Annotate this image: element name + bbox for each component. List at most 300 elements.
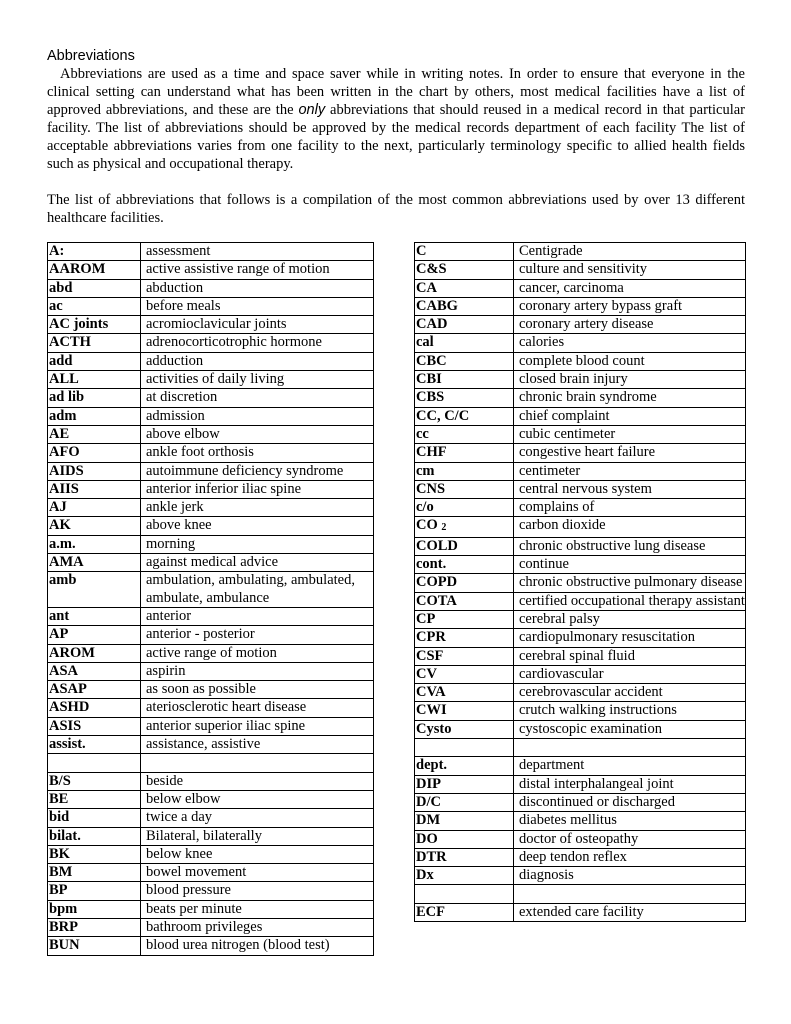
definition-cell: chronic brain syndrome [514,389,746,407]
definition-cell: chief complaint [514,407,746,425]
definition-cell: congestive heart failure [514,444,746,462]
table-row [48,297,374,315]
table-row [415,517,746,537]
table-row [415,793,746,811]
abbreviation-cell [415,848,514,866]
abbreviation-cell [415,610,514,628]
abbreviation-text: AMA [49,554,84,571]
abbreviation-text: ASAP [49,681,87,698]
abbreviation-text: bilat. [49,827,81,844]
table-row [48,425,374,443]
abbreviation-cell [415,885,514,903]
table-row [415,316,746,334]
abbreviation-cell [48,352,141,370]
abbreviation-text: AP [49,626,69,643]
table-row [48,444,374,462]
intro-emphasis: only [298,102,326,118]
table-row [48,918,374,936]
abbreviation-text: BM [49,864,73,881]
table-row [48,572,374,608]
abbreviation-text: ad lib [49,389,85,406]
definition-cell: autoimmune deficiency syndrome [141,462,374,480]
abbreviation-text: AE [49,425,70,442]
abbreviation-text: assist. [49,736,86,753]
abbreviation-cell [48,279,141,297]
abbreviation-cell [415,757,514,775]
definition-cell: before meals [141,297,374,315]
abbreviation-text: D/C [416,793,441,810]
abbreviation-text: AJ [49,499,67,516]
abbreviation-cell [48,864,141,882]
table-row [48,607,374,625]
abbreviation-text: AROM [49,644,95,661]
table-row [48,900,374,918]
table-row [48,827,374,845]
definition-cell: deep tendon reflex [514,848,746,866]
abbreviation-text: CBS [416,389,445,406]
definition-cell: crutch walking instructions [514,702,746,720]
definition-cell: diabetes mellitus [514,812,746,830]
abbreviation-cell [48,389,141,407]
abbreviation-cell [415,279,514,297]
abbreviation-text: COTA [416,592,457,609]
abbreviation-cell [48,699,141,717]
table-row [415,684,746,702]
abbreviation-cell [48,809,141,827]
table-row [48,790,374,808]
abbreviation-cell [48,535,141,553]
definition-cell [141,754,374,772]
abbreviation-cell [415,684,514,702]
abbreviation-text: C&S [416,261,447,278]
definition-cell: complete blood count [514,352,746,370]
table-row [415,757,746,775]
abbreviation-text: cal [416,334,434,351]
definition-cell: acromioclavicular joints [141,316,374,334]
abbreviation-cell [48,626,141,644]
abbreviation-text: cm [416,462,435,479]
abbreviation-text: BP [49,882,68,899]
definition-cell: cerebrovascular accident [514,684,746,702]
table-row [415,739,746,757]
definition-cell: cerebral palsy [514,610,746,628]
table-row [48,462,374,480]
abbreviation-cell [48,462,141,480]
definition-cell: abduction [141,279,374,297]
definition-cell: beside [141,772,374,790]
abbreviation-cell [415,793,514,811]
abbreviation-text: dept. [416,757,448,774]
abbreviation-text: CWI [416,702,447,719]
table-row [415,537,746,555]
intro-text-1: Abbreviations are used as a time and space saver while in writing notes. In order to ensure that everyone in the clinical setting can understand what has been written in the chart by others, most medical facilities have a list of approved abbreviations, and these are the [47,66,745,118]
definition-cell: against medical advice [141,554,374,572]
abbreviation-text: DM [416,812,441,829]
definition-cell: aspirin [141,662,374,680]
abbreviation-cell [48,480,141,498]
abbreviation-cell [415,480,514,498]
abbreviation-cell [415,316,514,334]
definition-cell: activities of daily living [141,371,374,389]
abbreviation-cell [48,717,141,735]
abbreviation-text: DTR [416,848,447,865]
abbreviation-text: AC joints [49,316,109,333]
definition-cell: cubic centimeter [514,425,746,443]
definition-cell: chronic obstructive lung disease [514,537,746,555]
table-row [415,702,746,720]
definition-cell: at discretion [141,389,374,407]
abbreviation-text: a.m. [49,535,76,552]
abbreviation-cell [48,371,141,389]
definition-cell: cystoscopic examination [514,720,746,738]
table-row [48,407,374,425]
abbreviation-text: bpm [49,900,78,917]
intro-paragraph [47,65,745,173]
definition-cell: ateriosclerotic heart disease [141,699,374,717]
abbreviation-text: ASHD [49,699,90,716]
definition-cell: central nervous system [514,480,746,498]
abbreviation-cell [48,900,141,918]
abbreviation-text: COLD [416,537,458,554]
abbreviation-cell [415,665,514,683]
abbreviation-cell [415,739,514,757]
table-row [415,297,746,315]
abbreviation-text: DIP [416,775,441,792]
table-row [48,736,374,754]
definition-cell: doctor of osteopathy [514,830,746,848]
abbreviation-cell [415,556,514,574]
abbreviation-text: bid [49,809,70,826]
table-row [415,462,746,480]
definition-cell: calories [514,334,746,352]
definition-cell: Centigrade [514,243,746,261]
table-row [415,812,746,830]
definition-cell: adrenocorticotrophic hormone [141,334,374,352]
table-row [415,389,746,407]
table-row [48,389,374,407]
abbreviation-cell [415,425,514,443]
abbreviation-text: cc [416,425,429,442]
table-row [415,830,746,848]
table-row [415,592,746,610]
abbreviation-cell [415,389,514,407]
definition-cell: anterior - posterior [141,626,374,644]
definition-cell: extended care facility [514,903,746,921]
abbreviation-cell [48,316,141,334]
definition-cell [514,885,746,903]
abbreviation-cell [48,681,141,699]
table-row [415,775,746,793]
table-row [415,665,746,683]
abbreviation-cell [415,243,514,261]
abbreviation-cell [48,790,141,808]
abbreviation-table-right [414,242,746,922]
abbreviation-cell [48,261,141,279]
abbreviation-text: ALL [49,371,79,388]
abbreviation-text: AK [49,517,71,534]
table-row [48,937,374,955]
abbreviation-cell [415,775,514,793]
abbreviation-text: ac [49,297,63,314]
definition-cell [514,739,746,757]
definition-cell: continue [514,556,746,574]
abbreviation-cell [415,537,514,555]
table-row [48,261,374,279]
abbreviation-text: abd [49,279,73,296]
abbreviation-cell [415,867,514,885]
abbreviation-cell [48,882,141,900]
abbreviation-cell [48,334,141,352]
abbreviation-cell [48,937,141,955]
definition-cell: cancer, carcinoma [514,279,746,297]
abbreviation-text: ASA [49,662,79,679]
abbreviation-cell [415,334,514,352]
table-row [415,903,746,921]
abbreviation-cell [48,772,141,790]
definition-cell: blood urea nitrogen (blood test) [141,937,374,955]
abbreviation-cell [415,830,514,848]
table-row [415,371,746,389]
abbreviation-subscript: 2 [441,522,447,534]
abbreviation-cell [415,574,514,592]
abbreviation-cell [415,647,514,665]
table-row [48,371,374,389]
definition-cell: above knee [141,517,374,535]
abbreviation-text: COPD [416,574,458,591]
definition-cell: carbon dioxide [514,517,746,537]
paragraph-gap [47,173,745,191]
abbreviation-cell [415,517,514,537]
table-row [48,717,374,735]
abbreviation-text: CAD [416,316,448,333]
definition-cell: as soon as possible [141,681,374,699]
abbreviation-cell [48,499,141,517]
abbreviation-cell [48,517,141,535]
abbreviation-cell [48,407,141,425]
table-row [48,772,374,790]
definition-cell: cerebral spinal fluid [514,647,746,665]
definition-cell: coronary artery bypass graft [514,297,746,315]
definition-cell: ankle jerk [141,499,374,517]
definition-cell: discontinued or discharged [514,793,746,811]
definition-cell: morning [141,535,374,553]
table-row [48,754,374,772]
abbreviation-cell [415,702,514,720]
table-row [48,864,374,882]
abbreviation-text: BRP [49,918,78,935]
abbreviation-cell [48,736,141,754]
table-row [415,556,746,574]
table-row [415,574,746,592]
abbreviation-cell [48,444,141,462]
definition-cell: cardiopulmonary resuscitation [514,629,746,647]
abbreviation-text: AAROM [49,261,106,278]
abbreviation-text: BUN [49,937,80,954]
table-row [48,845,374,863]
definition-cell: diagnosis [514,867,746,885]
definition-cell: blood pressure [141,882,374,900]
definition-cell: Bilateral, bilaterally [141,827,374,845]
table-row [415,444,746,462]
table-row [48,243,374,261]
abbreviation-text: BE [49,790,69,807]
table-row [415,352,746,370]
definition-cell: anterior [141,607,374,625]
abbreviation-text: c/o [416,499,434,516]
definition-cell: closed brain injury [514,371,746,389]
table-row [415,279,746,297]
table-row [48,334,374,352]
abbreviation-text: CC, C/C [416,407,470,424]
abbreviation-cell [48,918,141,936]
abbreviation-cell [415,407,514,425]
definition-cell: bowel movement [141,864,374,882]
abbreviation-text: CHF [416,444,447,461]
abbreviation-text: cont. [416,556,447,573]
definition-cell: department [514,757,746,775]
abbreviation-cell [48,607,141,625]
abbreviation-cell [48,827,141,845]
definition-cell: below knee [141,845,374,863]
definition-cell: below elbow [141,790,374,808]
abbreviation-text: adm [49,407,77,424]
definition-cell: culture and sensitivity [514,261,746,279]
abbreviation-text: AIDS [49,462,84,479]
definition-cell: complains of [514,499,746,517]
table-row [415,647,746,665]
abbreviation-cell [48,662,141,680]
definition-cell: above elbow [141,425,374,443]
abbreviation-text: BK [49,845,70,862]
abbreviation-cell [415,629,514,647]
table-row [48,279,374,297]
abbreviation-text: ACTH [49,334,91,351]
abbreviation-cell [48,425,141,443]
abbreviation-text: CA [416,279,437,296]
abbreviation-cell [415,592,514,610]
definition-cell: active assistive range of motion [141,261,374,279]
abbreviation-text: CABG [416,297,458,314]
definition-cell: centimeter [514,462,746,480]
abbreviation-cell [415,499,514,517]
abbreviation-cell [415,352,514,370]
definition-cell: anterior superior iliac spine [141,717,374,735]
table-row [48,535,374,553]
definition-cell: active range of motion [141,644,374,662]
abbreviation-cell [415,462,514,480]
definition-cell: ankle foot orthosis [141,444,374,462]
abbreviation-cell [48,845,141,863]
abbreviation-text: CPR [416,629,446,646]
definition-cell: chronic obstructive pulmonary disease [514,574,746,592]
abbreviation-cell [415,261,514,279]
definition-cell: assistance, assistive [141,736,374,754]
table-row [415,499,746,517]
abbreviation-text: ECF [416,903,445,920]
abbreviation-text: DO [416,830,438,847]
table-row [415,407,746,425]
abbreviation-cell [48,644,141,662]
abbreviation-text: C [416,243,427,259]
definition-cell: admission [141,407,374,425]
abbreviation-cell [48,572,141,608]
abbreviation-text: ASIS [49,717,82,734]
abbreviation-table-left [47,242,374,956]
abbreviation-text: amb [49,572,77,589]
abbreviation-cell [48,297,141,315]
abbreviation-text: AFO [49,444,80,461]
table-row [48,681,374,699]
abbreviation-cell [48,554,141,572]
abbreviation-text: Dx [416,867,434,884]
table-row [48,352,374,370]
abbreviation-text: B/S [49,772,71,789]
intro-paragraph-2: The list of abbreviations that follows is a compilation of the most common abbreviations used by over 13 different healthcare facilities. [47,192,745,226]
abbreviation-text: CNS [416,480,446,497]
table-row [415,480,746,498]
definition-cell: anterior inferior iliac spine [141,480,374,498]
abbreviation-text: AIIS [49,480,79,497]
abbreviation-text: CBI [416,371,442,388]
definition-cell: adduction [141,352,374,370]
definition-cell: beats per minute [141,900,374,918]
intro-text-2: abbreviations that should reused in a medical record in that particular facility. The list of abbreviations should be approved by the medical records department of each facility The list of acceptable abbreviations varies from one facility to the next, particularly terminology specific to allied health fields such as physical and occupational therapy. [47,102,745,172]
abbreviation-text: CV [416,665,437,682]
table-row [48,809,374,827]
abbreviation-cell [415,812,514,830]
definition-cell: twice a day [141,809,374,827]
definition-cell: bathroom privileges [141,918,374,936]
table-row [415,867,746,885]
table-row [415,425,746,443]
abbreviation-text: ant [49,607,70,624]
definition-cell: assessment [141,243,374,261]
abbreviation-text: Cysto [416,720,452,737]
abbreviation-cell [415,371,514,389]
table-row [415,610,746,628]
abbreviation-cell [415,720,514,738]
abbreviation-cell [415,903,514,921]
page-heading: Abbreviations [47,48,135,64]
table-row [415,334,746,352]
table-row [415,629,746,647]
table-row [48,699,374,717]
table-row [48,499,374,517]
table-row [48,644,374,662]
table-row [415,720,746,738]
table-row [48,517,374,535]
definition-cell: coronary artery disease [514,316,746,334]
table-row [48,554,374,572]
abbreviation-text: CVA [416,684,446,701]
table-row [415,885,746,903]
definition-cell: certified occupational therapy assistant [514,592,746,610]
abbreviation-text: CO [416,517,438,534]
abbreviation-cell [48,243,141,261]
abbreviation-text: A: [49,243,65,259]
table-row [48,882,374,900]
table-row [48,626,374,644]
table-row [415,848,746,866]
document-page [47,47,745,227]
table-row [48,662,374,680]
table-row [48,480,374,498]
abbreviation-text: add [49,352,73,369]
abbreviation-text: CP [416,610,436,627]
table-row [415,243,746,261]
table-row [48,316,374,334]
abbreviation-cell [415,444,514,462]
